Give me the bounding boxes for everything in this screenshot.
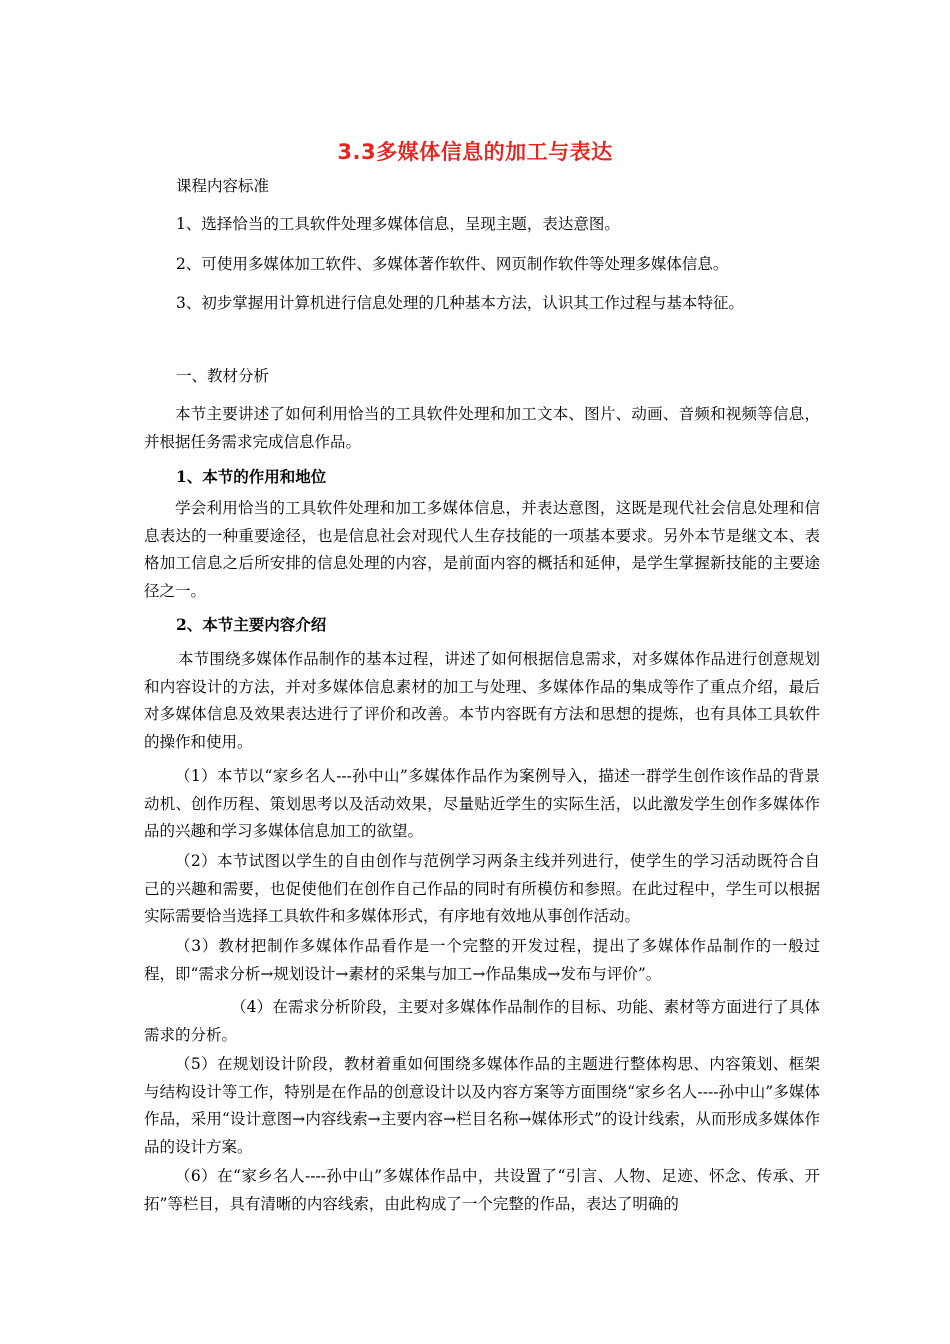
content-paragraph: 本节围绕多媒体作品制作的基本过程，讲述了如何根据信息需求，对多媒体作品进行创意规划和内容设计的方法，并对多媒体信息素材的加工与处理、多媒体作品的集成等作了重点介绍，最后对多媒体信息及效果表达进行了评价和改善。本节内容既有方法和思想的提炼，也有具体工具软件的操作和使用。 xyxy=(144,650,820,751)
standard-item-1: 1、选择恰当的工具软件处理多媒体信息，呈现主题，表达意图。 xyxy=(176,215,620,233)
section-heading-analysis: 一、教材分析 xyxy=(176,367,270,385)
item-paragraph-6: （6）在“家乡名人----孙中山”多媒体作品中，共设置了“引言、人物、足迹、怀念、传承、开拓”等栏目，具有清晰的内容线索，由此构成了一个完整的作品，表达了明确的 xyxy=(144,1167,820,1213)
role-paragraph: 学会利用恰当的工具软件处理和加工多媒体信息，并表达意图，这既是现代社会信息处理和信息表达的一种重要途径，也是信息社会对现代人生存技能的一项基本要求。另外本节是继文本、表格加工信息之后所安排的信息处理的内容，是前面内容的概括和延伸，是学生掌握新技能的主要途径之一。 xyxy=(144,499,820,600)
item-paragraph-1: （1）本节以“家乡名人---孙中山”多媒体作品作为案例导入，描述一群学生创作该作品的背景动机、创作历程、策划思考以及活动效果，尽量贴近学生的实际生活，以此激发学生创作多媒体作品的兴趣和学习多媒体信息加工的欲望。 xyxy=(144,767,820,840)
item-paragraph-2: （2）本节试图以学生的自由创作与范例学习两条主线并列进行，使学生的学习活动既符合自己的兴趣和需要，也促使他们在创作自己作品的同时有所模仿和参照。在此过程中，学生可以根据实际需要恰当选择工具软件和多媒体形式，有序地有效地从事创作活动。 xyxy=(144,852,820,925)
document-title: 3.3多媒体信息的加工与表达 xyxy=(337,140,613,164)
item-paragraph-3: （3）教材把制作多媒体作品看作是一个完整的开发过程，提出了多媒体作品制作的一般过程，即“需求分析→规划设计→素材的采集与加工→作品集成→发布与评价”。 xyxy=(144,937,820,983)
standards-heading: 课程内容标准 xyxy=(176,177,270,195)
item-paragraph-5: （5）在规划设计阶段，教材着重如何围绕多媒体作品的主题进行整体构思、内容策划、框架与结构设计等工作，特别是在作品的创意设计以及内容方案等方面围绕“家乡名人----孙中山”多媒体作品，采用“设计意图→内容线索→主要内容→栏目名称→媒体形式”的设计线索，从而形成多媒体作品的设计方案。 xyxy=(144,1055,820,1156)
standard-item-3: 3、初步掌握用计算机进行信息处理的几种基本方法，认识其工作过程与基本特征。 xyxy=(176,294,744,312)
item-paragraph-4: （4）在需求分析阶段，主要对多媒体作品制作的目标、功能、素材等方面进行了具体需求的分析。 xyxy=(144,998,820,1044)
subsection-heading-role: 1、本节的作用和地位 xyxy=(176,467,327,486)
subsection-heading-content: 2、本节主要内容介绍 xyxy=(176,615,327,634)
standard-item-2: 2、可使用多媒体加工软件、多媒体著作软件、网页制作软件等处理多媒体信息。 xyxy=(176,255,729,273)
intro-paragraph: 本节主要讲述了如何利用恰当的工具软件处理和加工文本、图片、动画、音频和视频等信息，并根据任务需求完成信息作品。 xyxy=(144,405,820,451)
